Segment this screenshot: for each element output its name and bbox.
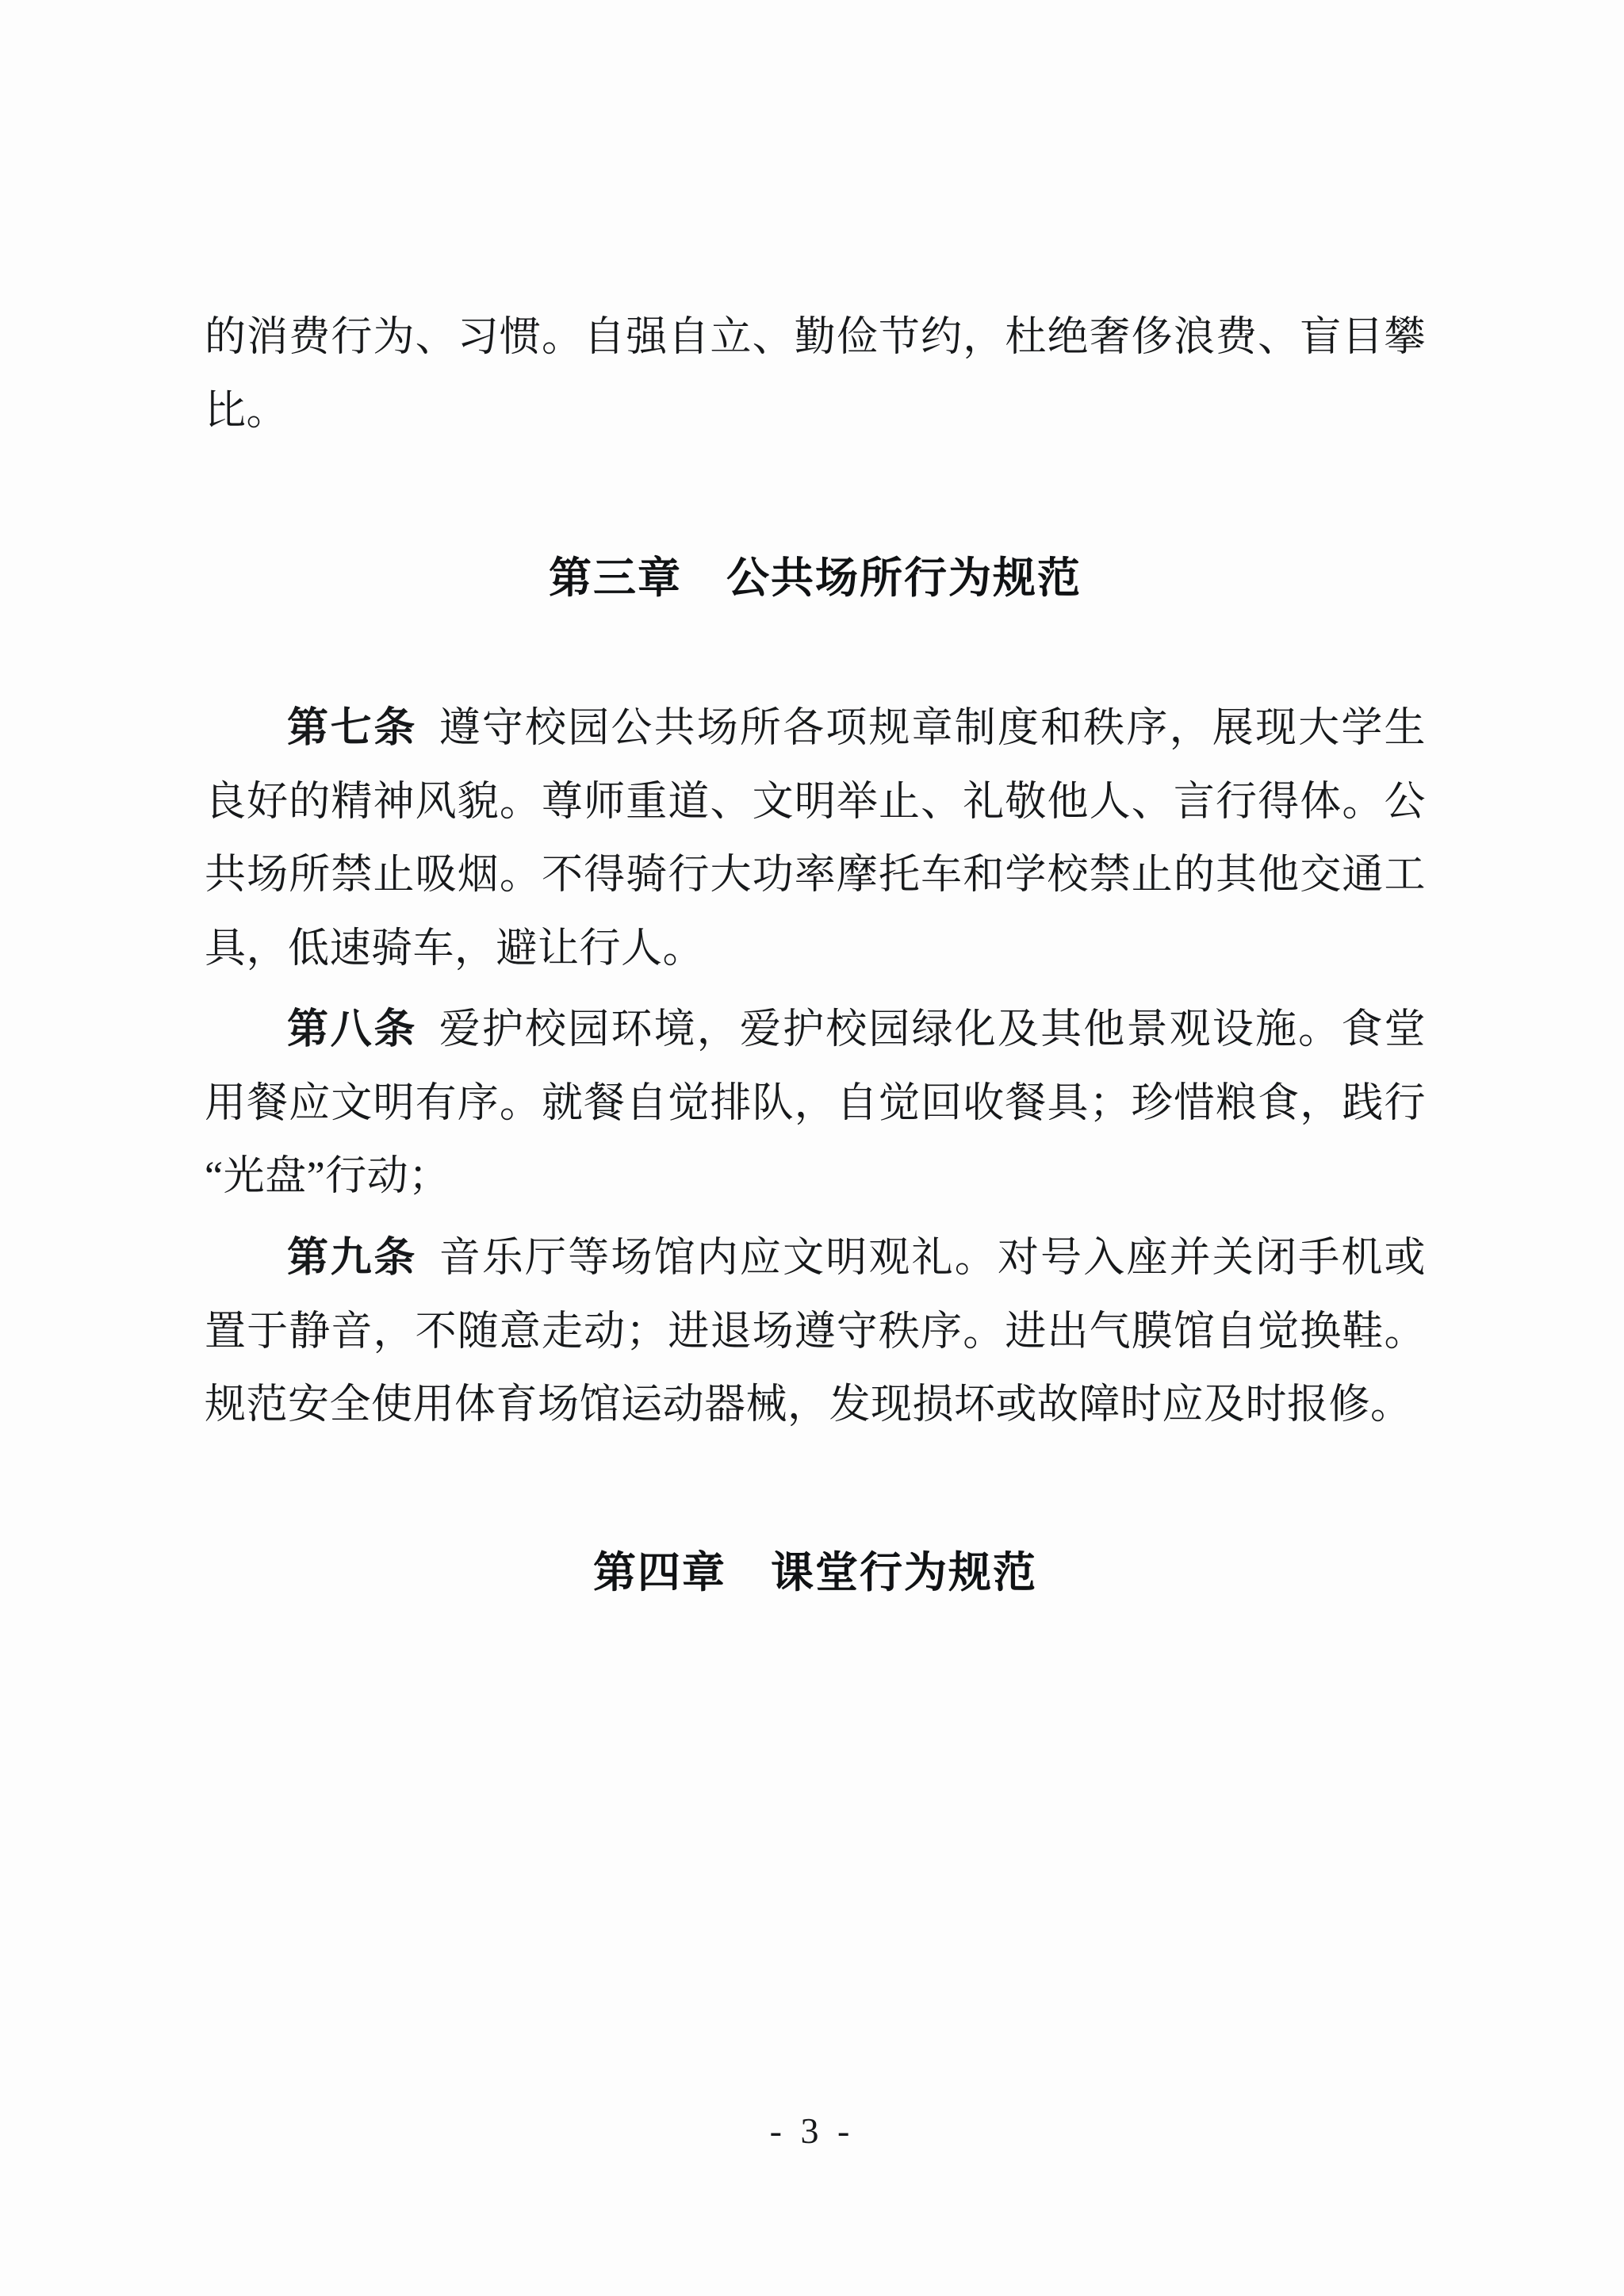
spacer xyxy=(205,616,1426,692)
article-eight xyxy=(205,994,1426,1214)
spacer xyxy=(205,448,1426,540)
page-number xyxy=(0,2110,1624,2152)
chapter-four-heading xyxy=(205,1535,1426,1611)
chapter-three-heading xyxy=(205,540,1426,616)
article-seven xyxy=(205,692,1426,986)
chapter-heading-text: 第四章 课堂行为规范 xyxy=(593,1548,1037,1596)
paragraph-consumption-habits xyxy=(205,301,1426,448)
article-eight-text: 爱护校园环境，爱护校园绿化及其他景观设施。食堂用餐应文明有序。就餐自觉排队，自觉回收餐具；珍惜粮食，践行“光盘”行动； xyxy=(205,1007,1426,1200)
spacer xyxy=(205,1443,1426,1535)
article-seven-text: 遵守校园公共场所各项规章制度和秩序，展现大学生良好的精神风貌。尊师重道、文明举止、礼敬他人、言行得体。公共场所禁止吸烟。不得骑行大功率摩托车和学校禁止的其他交通工具，低速骑车，避让行人。 xyxy=(205,706,1426,972)
page-number-label: - 3 - xyxy=(769,2110,855,2151)
page-body xyxy=(205,301,1426,1611)
article-seven-label: 第七条 xyxy=(287,706,418,752)
article-nine-label: 第九条 xyxy=(287,1236,418,1282)
paragraph-text: 的消费行为、习惯。自强自立、勤俭节约，杜绝奢侈浪费、盲目攀比。 xyxy=(205,315,1426,434)
article-nine xyxy=(205,1222,1426,1443)
article-eight-label: 第八条 xyxy=(287,1007,418,1053)
chapter-heading-text: 第三章 公共场所行为规范 xyxy=(549,554,1082,603)
article-nine-text: 音乐厅等场馆内应文明观礼。对号入座并关闭手机或置于静音，不随意走动；进退场遵守秩序。进出气膜馆自觉换鞋。规范安全使用体育场馆运动器械，发现损坏或故障时应及时报修。 xyxy=(205,1236,1426,1428)
